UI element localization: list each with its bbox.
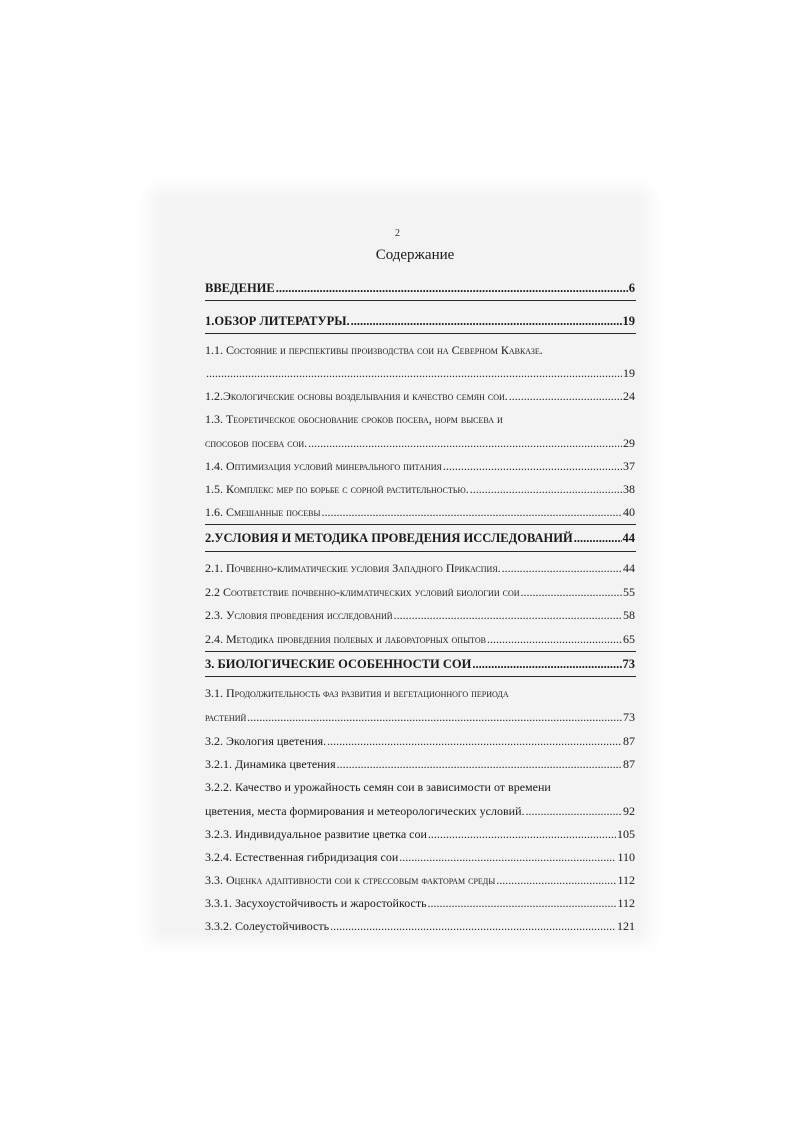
dot-leader <box>321 505 622 519</box>
toc-page-number: 40 <box>623 505 635 519</box>
dot-leader <box>337 757 622 771</box>
toc-entry-text: 1.6. Смешанные посевы <box>205 505 321 519</box>
toc-entry-1-6 <box>205 505 635 519</box>
toc-entry-text: 1.ОБЗОР ЛИТЕРАТУРЫ. <box>205 314 350 328</box>
toc-entry-text: 2.УСЛОВИЯ И МЕТОДИКА ПРОВЕДЕНИЯ ИССЛЕДОВАНИЙ <box>205 531 573 545</box>
toc-entry-1-4 <box>205 459 635 473</box>
toc-page-number: 112 <box>617 896 635 910</box>
toc-entry-3-2-1 <box>205 757 635 771</box>
page-title: Содержание <box>375 247 455 263</box>
dot-leader <box>526 804 623 818</box>
toc-entry-2-4 <box>205 632 635 646</box>
toc-entry-1-5 <box>205 482 635 496</box>
divider <box>205 551 636 552</box>
toc-entry-3-3 <box>205 873 635 887</box>
toc-entry-2-2 <box>205 585 635 599</box>
toc-entry-3-2 <box>205 734 635 748</box>
toc-page-number: 37 <box>623 459 635 473</box>
toc-page-number: 65 <box>623 632 635 646</box>
divider <box>205 333 636 334</box>
dot-leader <box>276 281 628 295</box>
divider <box>205 651 636 652</box>
toc-page-number: 44 <box>623 561 635 575</box>
toc-entry-1-3 <box>205 436 635 450</box>
toc-entry-text: способов посева сои. <box>205 436 308 450</box>
dot-leader <box>247 710 622 724</box>
toc-entry-3-3-2 <box>205 919 635 933</box>
toc-page-number: 87 <box>623 757 635 771</box>
toc-entry-text: 2.2 Соответствие почвенно-климатических условий биологии сои <box>205 585 520 599</box>
toc-page-number: 6 <box>628 281 635 295</box>
toc-page-number: 121 <box>617 919 635 933</box>
toc-entry-text: 2.3. Условия проведения исследований <box>205 608 393 622</box>
toc-entry-text: 2.4. Методика проведения полевых и лабораторных опытов <box>205 632 486 646</box>
toc-entry-text: 3.2.3. Индивидуальное развитие цветка сои <box>205 827 427 841</box>
toc-entry-text: цветения, места формирования и метеорологических условий. <box>205 804 525 818</box>
divider <box>205 300 636 301</box>
toc-page-number: 38 <box>623 482 635 496</box>
toc-entry-text: 3. БИОЛОГИЧЕСКИЕ ОСОБЕННОСТИ СОИ <box>205 657 472 671</box>
toc-entry-3-3-1 <box>205 896 635 910</box>
toc-page-number: 19 <box>622 314 635 328</box>
toc-entry-text: ВВЕДЕНИЕ <box>205 281 275 295</box>
toc-entry-chapter-3 <box>205 657 635 671</box>
toc-page-number: 44 <box>622 531 635 545</box>
toc-page-number: 112 <box>617 873 635 887</box>
toc-entry-text: 3.2. Экология цветения. <box>205 734 327 748</box>
toc-entry-2-1 <box>205 561 635 575</box>
toc-page-number: 105 <box>617 827 635 841</box>
toc-entry-3-2-3 <box>205 827 635 841</box>
dot-leader <box>470 482 622 496</box>
toc-entry-text: 1.5. Комплекс мер по борьбе с сорной растительностью. <box>205 482 469 496</box>
toc-page-number: 58 <box>623 608 635 622</box>
toc-page-number: 55 <box>623 585 635 599</box>
toc-entry-chapter-2 <box>205 531 635 545</box>
toc-entry-text: 3.2.4. Естественная гибридизация сои <box>205 850 399 864</box>
dot-leader <box>521 585 622 599</box>
toc-entry-text: растений <box>205 710 247 724</box>
toc-entry-3-1-text: 3.1. Продолжительность фаз развития и вегетационного периода <box>205 686 509 700</box>
dot-leader <box>327 734 622 748</box>
toc-entry-text: 3.3.1. Засухоустойчивость и жаростойкость <box>205 896 427 910</box>
toc-entry-text: 3.2.1. Динамика цветения <box>205 757 336 771</box>
toc-page-number: 110 <box>617 850 635 864</box>
page-number: 2 <box>395 228 400 239</box>
dot-leader <box>351 314 622 328</box>
toc-entry-text: 3.3.2. Солеустойчивость <box>205 919 330 933</box>
toc-entry-1-1 <box>205 366 635 380</box>
dot-leader <box>487 632 622 646</box>
toc-page-number: 73 <box>622 657 635 671</box>
toc-entry-1-3-text: 1.3. Теоретическое обоснование сроков посева, норм высева и <box>205 412 503 426</box>
dot-leader <box>330 919 616 933</box>
toc-entry-1-1-text: 1.1. Состояние и перспективы производства сои на Северном Кавказе. <box>205 343 543 357</box>
dot-leader <box>206 366 622 380</box>
dot-leader <box>496 873 616 887</box>
toc-page-number: 87 <box>623 734 635 748</box>
toc-entry-introduction <box>205 281 635 295</box>
dot-leader <box>428 896 617 910</box>
toc-entry-3-2-4 <box>205 850 635 864</box>
toc-entry-text: 1.4. Оптимизация условий минерального питания <box>205 459 442 473</box>
toc-page-number: 19 <box>623 366 635 380</box>
divider <box>205 524 636 525</box>
toc-entry-chapter-1 <box>205 314 635 328</box>
dot-leader <box>308 436 622 450</box>
dot-leader <box>428 827 616 841</box>
toc-entry-1-2 <box>205 389 635 403</box>
toc-page-number: 29 <box>623 436 635 450</box>
dot-leader <box>574 531 622 545</box>
toc-entry-3-2-2 <box>205 804 635 818</box>
toc-entry-text: 2.1. Почвенно-климатические условия Западного Прикаспия. <box>205 561 501 575</box>
toc-entry-text: 3.3. Оценка адаптивности сои к стрессовым факторам среды <box>205 873 496 887</box>
toc-entry-3-1 <box>205 710 635 724</box>
dot-leader <box>399 850 616 864</box>
dot-leader <box>394 608 622 622</box>
dot-leader <box>472 657 621 671</box>
dot-leader <box>443 459 622 473</box>
toc-page-number: 24 <box>623 389 635 403</box>
toc-page-number: 92 <box>623 804 635 818</box>
toc-entry-3-2-2-text: 3.2.2. Качество и урожайность семян сои в зависимости от времени <box>205 780 551 794</box>
toc-entry-text: 1.2.Экологические основы возделывания и качество семян сои. <box>205 389 508 403</box>
dot-leader <box>502 561 622 575</box>
dot-leader <box>509 389 622 403</box>
toc-page-number: 73 <box>623 710 635 724</box>
toc-entry-2-3 <box>205 608 635 622</box>
divider <box>205 676 636 677</box>
